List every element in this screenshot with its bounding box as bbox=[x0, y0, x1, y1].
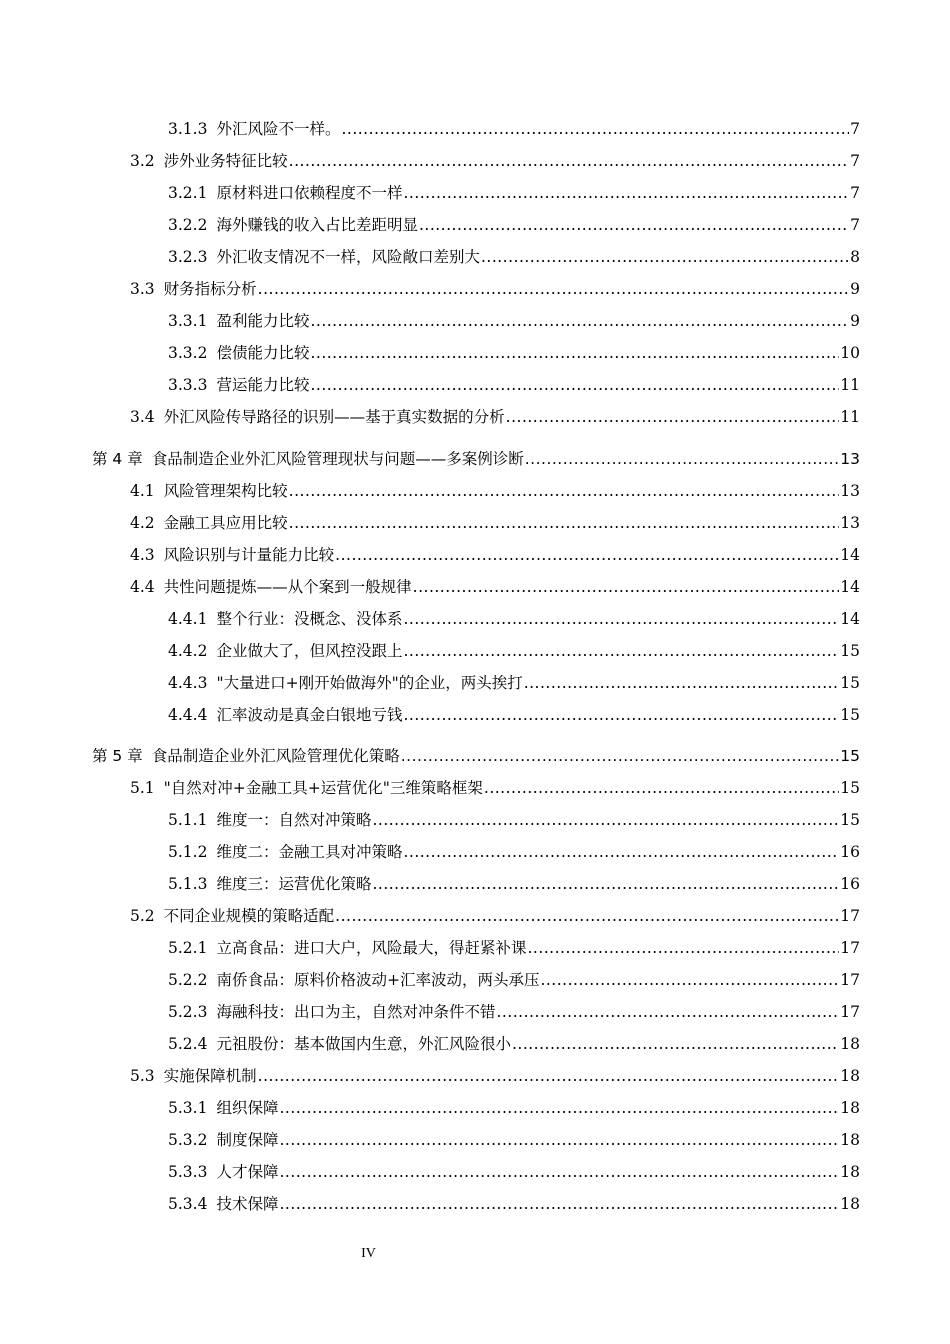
page-number: IV bbox=[361, 1246, 376, 1261]
toc-section-entry[interactable] bbox=[130, 512, 860, 534]
toc-dot-leader bbox=[310, 342, 839, 364]
toc-entry-number: 4.4.3 bbox=[168, 674, 208, 692]
toc-entry-number: 4.2 bbox=[130, 514, 155, 532]
toc-entry-page: 7 bbox=[850, 152, 860, 170]
toc-entry-number: 5.2.3 bbox=[168, 1003, 208, 1021]
toc-entry-number: 5.3.3 bbox=[168, 1163, 208, 1181]
toc-entry-page: 17 bbox=[840, 939, 860, 957]
toc-section-entry[interactable] bbox=[130, 278, 860, 300]
toc-dot-leader bbox=[341, 118, 849, 140]
toc-entry-page: 11 bbox=[840, 408, 860, 426]
toc-section-entry[interactable] bbox=[168, 1193, 860, 1215]
toc-section-entry[interactable] bbox=[168, 873, 860, 895]
toc-entry-number: 3.2.3 bbox=[168, 248, 208, 266]
toc-dot-leader bbox=[540, 969, 839, 991]
toc-entry-title: 维度三：运营优化策略 bbox=[216, 875, 372, 893]
toc-entry-title: 技术保障 bbox=[216, 1195, 279, 1213]
toc-dot-leader bbox=[310, 310, 849, 332]
toc-section-entry[interactable] bbox=[130, 777, 860, 799]
toc-entry-title: 风险识别与计量能力比较 bbox=[163, 546, 335, 564]
toc-entry-title: 整个行业：没概念、没体系 bbox=[216, 610, 403, 628]
toc-entry-page: 14 bbox=[840, 578, 860, 596]
toc-entry-page: 14 bbox=[840, 610, 860, 628]
toc-entry-page: 13 bbox=[840, 514, 860, 532]
toc-entry-number: 5.3.2 bbox=[168, 1131, 208, 1149]
toc-entry-number: 3.2.1 bbox=[168, 184, 208, 202]
toc-entry-title: 南侨食品：原料价格波动+汇率波动，两头承压 bbox=[216, 971, 540, 989]
toc-dot-leader bbox=[279, 1129, 839, 1151]
toc-dot-leader bbox=[279, 1161, 839, 1183]
toc-entry-title: 外汇风险传导路径的识别——基于真实数据的分析 bbox=[163, 408, 505, 426]
toc-entry-title: "大量进口+刚开始做海外"的企业，两头挨打 bbox=[216, 674, 523, 692]
toc-entry-number: 3.2 bbox=[130, 152, 155, 170]
toc-entry-number: 4.1 bbox=[130, 482, 155, 500]
toc-entry-title: 食品制造企业外汇风险管理现状与问题——多案例诊断 bbox=[151, 450, 524, 468]
toc-entry-number: 5.1.2 bbox=[168, 843, 208, 861]
toc-entry-title: 立高食品：进口大户，风险最大，得赶紧补课 bbox=[216, 939, 527, 957]
toc-entry-page: 13 bbox=[840, 450, 860, 468]
toc-entry-page: 11 bbox=[840, 376, 860, 394]
toc-dot-leader bbox=[289, 512, 840, 534]
toc-section-entry[interactable] bbox=[168, 1161, 860, 1183]
toc-entry-title: 维度一：自然对冲策略 bbox=[216, 811, 372, 829]
toc-entry-page: 18 bbox=[840, 1067, 860, 1085]
toc-entry-title: 偿债能力比较 bbox=[216, 344, 310, 362]
toc-entry-page: 16 bbox=[840, 875, 860, 893]
toc-entry-title: 风险管理架构比较 bbox=[163, 482, 288, 500]
toc-entry-title: 海融科技：出口为主，自然对冲条件不错 bbox=[216, 1003, 496, 1021]
toc-entry-number: 4.4.2 bbox=[168, 642, 208, 660]
toc-entry-title: 共性问题提炼——从个案到一般规律 bbox=[163, 578, 412, 596]
toc-dot-leader bbox=[512, 1033, 839, 1055]
toc-entry-number: 第 5 章 bbox=[92, 747, 143, 765]
toc-dot-leader bbox=[403, 182, 849, 204]
toc-entry-title: 原材料进口依赖程度不一样 bbox=[216, 184, 403, 202]
toc-section-entry[interactable] bbox=[168, 246, 860, 268]
toc-dot-leader bbox=[335, 905, 839, 927]
toc-entry-page: 18 bbox=[840, 1099, 860, 1117]
toc-section-entry[interactable] bbox=[168, 310, 860, 332]
toc-entry-title: 涉外业务特征比较 bbox=[163, 152, 288, 170]
toc-dot-leader bbox=[413, 576, 840, 598]
toc-entry-title: 制度保障 bbox=[216, 1131, 279, 1149]
toc-dot-leader bbox=[289, 480, 840, 502]
toc-entry-page: 10 bbox=[840, 344, 860, 362]
toc-section-entry[interactable] bbox=[168, 1129, 860, 1151]
toc-section-entry[interactable] bbox=[168, 640, 860, 662]
toc-dot-leader bbox=[258, 278, 849, 300]
toc-entry-title: "自然对冲+金融工具+运营优化"三维策略框架 bbox=[163, 779, 483, 797]
toc-section-entry[interactable] bbox=[130, 406, 860, 428]
toc-entry-number: 3.2.2 bbox=[168, 216, 208, 234]
toc-entry-page: 9 bbox=[850, 280, 860, 298]
toc-entry-page: 16 bbox=[840, 843, 860, 861]
toc-entry-page: 17 bbox=[840, 971, 860, 989]
toc-entry-number: 3.4 bbox=[130, 408, 155, 426]
toc-entry-number: 第 4 章 bbox=[92, 450, 143, 468]
toc-entry-number: 5.2.2 bbox=[168, 971, 208, 989]
toc-dot-leader bbox=[401, 745, 840, 767]
toc-dot-leader bbox=[496, 1001, 839, 1023]
toc-entry-page: 7 bbox=[850, 184, 860, 202]
toc-section-entry[interactable] bbox=[168, 672, 860, 694]
toc-entry-number: 4.4.4 bbox=[168, 706, 208, 724]
toc-entry-title: 组织保障 bbox=[216, 1099, 279, 1117]
toc-entry-number: 4.4.1 bbox=[168, 610, 208, 628]
toc-entry-page: 15 bbox=[840, 706, 860, 724]
toc-entry-number: 5.2.1 bbox=[168, 939, 208, 957]
toc-dot-leader bbox=[525, 448, 840, 470]
toc-entry-page: 9 bbox=[850, 312, 860, 330]
toc-entry-page: 18 bbox=[840, 1131, 860, 1149]
toc-entry-page: 18 bbox=[840, 1035, 860, 1053]
toc-entry-page: 18 bbox=[840, 1163, 860, 1181]
toc-entry-page: 15 bbox=[840, 674, 860, 692]
toc-entry-page: 15 bbox=[840, 779, 860, 797]
toc-entry-page: 7 bbox=[850, 120, 860, 138]
toc-section-entry[interactable] bbox=[168, 1097, 860, 1119]
toc-entry-number: 5.2.4 bbox=[168, 1035, 208, 1053]
toc-entry-title: 元祖股份：基本做国内生意，外汇风险很小 bbox=[216, 1035, 511, 1053]
toc-entry-number: 4.4 bbox=[130, 578, 155, 596]
toc-entry-title: 外汇收支情况不一样，风险敞口差别大 bbox=[216, 248, 480, 266]
toc-entry-number: 5.1 bbox=[130, 779, 155, 797]
toc-entry-title: 食品制造企业外汇风险管理优化策略 bbox=[151, 747, 400, 765]
toc-entry-number: 5.3 bbox=[130, 1067, 155, 1085]
toc-dot-leader bbox=[484, 777, 839, 799]
toc-section-entry[interactable] bbox=[130, 150, 860, 172]
toc-section-entry[interactable] bbox=[130, 480, 860, 502]
toc-entry-number: 5.1.3 bbox=[168, 875, 208, 893]
toc-entry-page: 14 bbox=[840, 546, 860, 564]
toc-entry-number: 5.2 bbox=[130, 907, 155, 925]
toc-section-entry[interactable] bbox=[168, 118, 860, 140]
toc-entry-page: 15 bbox=[840, 747, 860, 765]
toc-entry-number: 3.1.3 bbox=[168, 120, 208, 138]
toc-section-entry[interactable] bbox=[130, 905, 860, 927]
toc-section-entry[interactable] bbox=[168, 214, 860, 236]
toc-dot-leader bbox=[289, 150, 849, 172]
toc-entry-page: 15 bbox=[840, 811, 860, 829]
toc-dot-leader bbox=[279, 1193, 839, 1215]
toc-section-entry[interactable] bbox=[168, 704, 860, 726]
toc-entry-number: 3.3.3 bbox=[168, 376, 208, 394]
toc-section-entry[interactable] bbox=[168, 342, 860, 364]
toc-dot-leader bbox=[506, 406, 840, 428]
toc-section-entry[interactable] bbox=[130, 1065, 860, 1087]
toc-entry-page: 13 bbox=[840, 482, 860, 500]
toc-section-entry[interactable] bbox=[168, 374, 860, 396]
toc-section-entry[interactable] bbox=[168, 841, 860, 863]
toc-section-entry[interactable] bbox=[168, 608, 860, 630]
toc-entry-number: 5.3.4 bbox=[168, 1195, 208, 1213]
toc-entry-page: 18 bbox=[840, 1195, 860, 1213]
toc-entry-title: 不同企业规模的策略适配 bbox=[163, 907, 335, 925]
toc-dot-leader bbox=[372, 873, 839, 895]
toc-entry-title: 盈利能力比较 bbox=[216, 312, 310, 330]
toc-entry-title: 金融工具应用比较 bbox=[163, 514, 288, 532]
toc-entry-title: 企业做大了，但风控没跟上 bbox=[216, 642, 403, 660]
toc-entry-title: 汇率波动是真金白银地亏钱 bbox=[216, 706, 403, 724]
toc-dot-leader bbox=[258, 1065, 840, 1087]
toc-dot-leader bbox=[527, 937, 839, 959]
toc-dot-leader bbox=[403, 841, 839, 863]
toc-entry-number: 3.3.1 bbox=[168, 312, 208, 330]
toc-dot-leader bbox=[279, 1097, 839, 1119]
toc-section-entry[interactable] bbox=[168, 809, 860, 831]
toc-chapter-entry[interactable] bbox=[92, 745, 860, 767]
toc-section-entry[interactable] bbox=[168, 937, 860, 959]
toc-entry-title: 维度二：金融工具对冲策略 bbox=[216, 843, 403, 861]
toc-entry-title: 人才保障 bbox=[216, 1163, 279, 1181]
toc-chapter-entry[interactable] bbox=[92, 448, 860, 470]
toc-section-entry[interactable] bbox=[168, 1033, 860, 1055]
toc-entry-title: 营运能力比较 bbox=[216, 376, 310, 394]
toc-section-entry[interactable] bbox=[168, 1001, 860, 1023]
toc-dot-leader bbox=[372, 809, 839, 831]
toc-section-entry[interactable] bbox=[168, 182, 860, 204]
toc-entry-number: 4.3 bbox=[130, 546, 155, 564]
toc-dot-leader bbox=[403, 608, 839, 630]
toc-entry-page: 8 bbox=[850, 248, 860, 266]
toc-entry-title: 财务指标分析 bbox=[163, 280, 257, 298]
toc-entry-page: 17 bbox=[840, 907, 860, 925]
toc-entry-number: 5.1.1 bbox=[168, 811, 208, 829]
toc-dot-leader bbox=[419, 214, 849, 236]
toc-dot-leader bbox=[481, 246, 849, 268]
toc-dot-leader bbox=[335, 544, 839, 566]
toc-entry-number: 5.3.1 bbox=[168, 1099, 208, 1117]
toc-entry-title: 实施保障机制 bbox=[163, 1067, 257, 1085]
toc-entry-title: 外汇风险不一样。 bbox=[216, 120, 341, 138]
toc-section-entry[interactable] bbox=[130, 576, 860, 598]
toc-entry-page: 17 bbox=[840, 1003, 860, 1021]
toc-entry-page: 15 bbox=[840, 642, 860, 660]
toc-entry-number: 3.3.2 bbox=[168, 344, 208, 362]
toc-dot-leader bbox=[403, 640, 839, 662]
toc-entry-page: 7 bbox=[850, 216, 860, 234]
toc-entry-number: 3.3 bbox=[130, 280, 155, 298]
toc-section-entry[interactable] bbox=[130, 544, 860, 566]
toc-dot-leader bbox=[403, 704, 839, 726]
toc-section-entry[interactable] bbox=[168, 969, 860, 991]
toc-dot-leader bbox=[524, 672, 840, 694]
toc-entry-title: 海外赚钱的收入占比差距明显 bbox=[216, 216, 418, 234]
toc-dot-leader bbox=[310, 374, 839, 396]
